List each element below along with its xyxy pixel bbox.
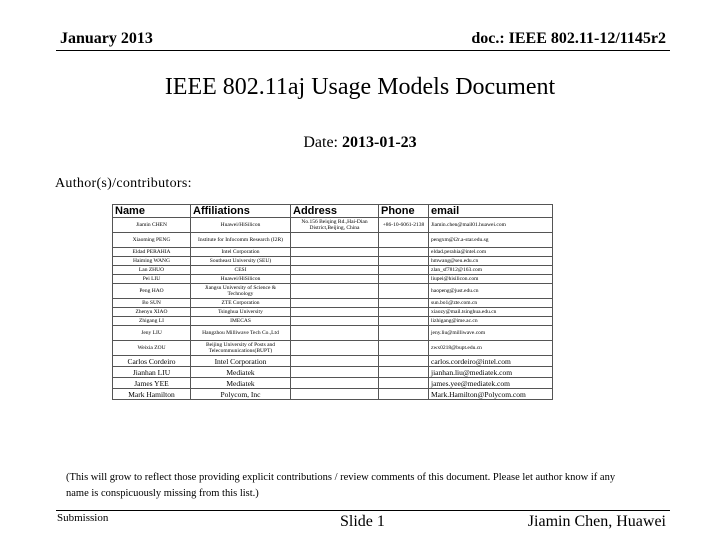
cell-email: hmwang@seu.edu.cn	[429, 257, 553, 266]
footer-slide-number: Slide 1	[340, 513, 385, 530]
cell-affiliation: Intel Corporation	[191, 356, 291, 367]
header-name: Name	[113, 205, 191, 218]
cell-email: pengxm@i2r.a-star.edu.sg	[429, 233, 553, 248]
cell-email: Mark.Hamilton@Polycom.com	[429, 389, 553, 400]
cell-phone: +86-10-6061-2138	[379, 218, 429, 233]
cell-address	[291, 389, 379, 400]
cell-name: Zhigang LI	[113, 317, 191, 326]
table-row	[113, 356, 553, 367]
cell-name: Pei LIU	[113, 275, 191, 284]
cell-address	[291, 248, 379, 257]
cell-name: Carlos Cordeiro	[113, 356, 191, 367]
cell-affiliation: Huawei/HiSilicon	[191, 275, 291, 284]
table-header-row	[113, 205, 553, 218]
authors-table	[112, 204, 553, 400]
cell-phone	[379, 341, 429, 356]
cell-email: jeny.liu@milliwave.com	[429, 326, 553, 341]
author-rows	[113, 218, 553, 400]
cell-name: Lan ZHUO	[113, 266, 191, 275]
cell-affiliation: Polycom, Inc	[191, 389, 291, 400]
header-address: Address	[291, 205, 379, 218]
cell-phone	[379, 266, 429, 275]
authors-label: Author(s)/contributors:	[55, 176, 192, 191]
cell-name: Jiamin CHEN	[113, 218, 191, 233]
cell-name: Xiaoming PENG	[113, 233, 191, 248]
table-row	[113, 218, 553, 233]
cell-phone	[379, 356, 429, 367]
cell-name: Haiming WANG	[113, 257, 191, 266]
footer-divider	[56, 510, 670, 511]
cell-phone	[379, 326, 429, 341]
table-row	[113, 257, 553, 266]
cell-phone	[379, 284, 429, 299]
cell-affiliation: Southeast University (SEU)	[191, 257, 291, 266]
cell-email: Jiamin.chen@mail01.huawei.com	[429, 218, 553, 233]
header-divider	[56, 50, 670, 51]
cell-address	[291, 275, 379, 284]
cell-address	[291, 299, 379, 308]
cell-phone	[379, 317, 429, 326]
table-row	[113, 389, 553, 400]
table-row	[113, 326, 553, 341]
date-line	[0, 134, 720, 152]
cell-name: Eldad PERAHIA	[113, 248, 191, 257]
footer-submission: Submission	[57, 512, 109, 524]
cell-affiliation: Mediatek	[191, 378, 291, 389]
cell-affiliation: IMECAS	[191, 317, 291, 326]
cell-name: Peng HAO	[113, 284, 191, 299]
footer-author: Jiamin Chen, Huawei	[527, 513, 666, 530]
table-row	[113, 378, 553, 389]
table-row	[113, 299, 553, 308]
cell-affiliation: CESI	[191, 266, 291, 275]
cell-address	[291, 356, 379, 367]
cell-address	[291, 266, 379, 275]
header-affiliations: Affiliations	[191, 205, 291, 218]
cell-name: James YEE	[113, 378, 191, 389]
header-doc-id: doc.: IEEE 802.11-12/1145r2	[471, 30, 666, 47]
table-row	[113, 275, 553, 284]
cell-email: lizhigang@ime.ac.cn	[429, 317, 553, 326]
header-phone: Phone	[379, 205, 429, 218]
table-row	[113, 233, 553, 248]
cell-phone	[379, 299, 429, 308]
table-row	[113, 367, 553, 378]
cell-affiliation: Jiangsu University of Science & Technology	[191, 284, 291, 299]
cell-phone	[379, 389, 429, 400]
cell-address	[291, 378, 379, 389]
cell-affiliation: Intel Corporation	[191, 248, 291, 257]
table-row	[113, 284, 553, 299]
cell-phone	[379, 257, 429, 266]
cell-email: xiaozy@mail.tsinghua.edu.cn	[429, 308, 553, 317]
cell-email: carlos.cordeiro@intel.com	[429, 356, 553, 367]
cell-phone	[379, 378, 429, 389]
table-row	[113, 248, 553, 257]
cell-phone	[379, 367, 429, 378]
table-row	[113, 266, 553, 275]
date-value: 2013-01-23	[342, 134, 417, 151]
contributors-note: (This will grow to reflect those providing explicit contributions / review comments of this document. Please let author know if any name is conspicuously missing from this list.)	[66, 472, 616, 499]
header-date: January 2013	[60, 30, 153, 47]
cell-address: No.156 Beiqing Rd.,Hai-Dian District,Beijing, China	[291, 218, 379, 233]
cell-affiliation: Mediatek	[191, 367, 291, 378]
cell-email: jianhan.liu@mediatek.com	[429, 367, 553, 378]
cell-address	[291, 326, 379, 341]
cell-email: eldad.perahia@intel.com	[429, 248, 553, 257]
cell-address	[291, 341, 379, 356]
table-row	[113, 308, 553, 317]
cell-email: zlan_sf7812@163.com	[429, 266, 553, 275]
cell-email: haopeng@just.edu.cn	[429, 284, 553, 299]
date-label: Date:	[303, 134, 338, 151]
cell-affiliation: Tsinghua University	[191, 308, 291, 317]
table-row	[113, 317, 553, 326]
cell-address	[291, 257, 379, 266]
cell-name: Jianhan LIU	[113, 367, 191, 378]
cell-phone	[379, 275, 429, 284]
cell-email: sun.bo1@zte.com.cn	[429, 299, 553, 308]
cell-name: Jeny LIU	[113, 326, 191, 341]
cell-address	[291, 284, 379, 299]
cell-phone	[379, 248, 429, 257]
cell-name: Bo SUN	[113, 299, 191, 308]
cell-name: Zhenyu XIAO	[113, 308, 191, 317]
cell-affiliation: Beijing University of Posts and Telecommunications(BUPT)	[191, 341, 291, 356]
cell-email: liupei@hisilicon.com	[429, 275, 553, 284]
header-email: email	[429, 205, 553, 218]
cell-email: zwx0218@bupt.edu.cn	[429, 341, 553, 356]
cell-affiliation: Huawei/HiSilicon	[191, 218, 291, 233]
cell-phone	[379, 308, 429, 317]
cell-address	[291, 308, 379, 317]
cell-address	[291, 367, 379, 378]
cell-email: james.yee@mediatek.com	[429, 378, 553, 389]
slide-title: IEEE 802.11aj Usage Models Document	[164, 74, 556, 100]
cell-phone	[379, 233, 429, 248]
cell-affiliation: Institute for Infocomm Research (I2R)	[191, 233, 291, 248]
cell-address	[291, 233, 379, 248]
cell-affiliation: Hangzhou Milliwave Tech Co.,Ltd	[191, 326, 291, 341]
table-row	[113, 341, 553, 356]
cell-affiliation: ZTE Corporation	[191, 299, 291, 308]
cell-address	[291, 317, 379, 326]
cell-name: Mark Hamilton	[113, 389, 191, 400]
cell-name: Weixia ZOU	[113, 341, 191, 356]
